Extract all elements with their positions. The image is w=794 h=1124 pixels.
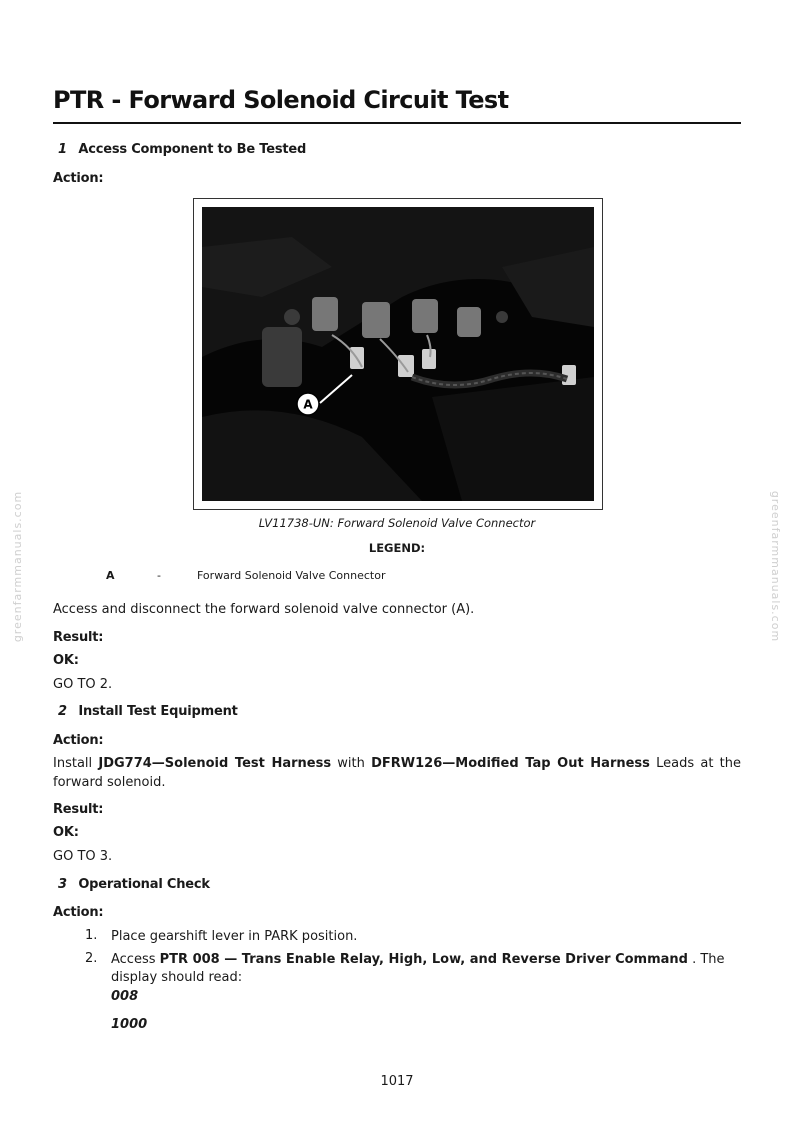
watermark-left: greenfarmmanuals.com [11, 490, 25, 643]
callout-a-label: A [303, 397, 313, 412]
legend-title: LEGEND: [368, 541, 426, 555]
step-1-heading [58, 142, 306, 157]
step-2-ok-label: OK: [53, 825, 79, 840]
step-3-title: Operational Check [78, 877, 210, 892]
step-1-ok-label: OK: [53, 653, 79, 668]
step-1-number: 1 [58, 142, 67, 157]
step-3-action-label: Action: [53, 905, 104, 920]
step-2-action-label: Action: [53, 733, 104, 748]
list-item-2-text [111, 951, 741, 987]
figure-frame [193, 198, 603, 510]
figure-caption: LV11738-UN: Forward Solenoid Valve Connector [258, 516, 536, 530]
tool-jdg774-ref: JDG774—Solenoid Test Harness [98, 756, 332, 771]
solenoid-photo [202, 207, 594, 501]
ptr-008-ref: PTR 008 — Trans Enable Relay, High, Low, and Reverse Driver Command [159, 952, 688, 967]
display-value-1000: 1000 [111, 1017, 148, 1032]
list-item-2-suffix: . The display should read: [111, 952, 725, 985]
list-item-2-number: 2. [85, 951, 98, 966]
title-divider [53, 122, 741, 124]
step-1-title: Access Component to Be Tested [78, 142, 307, 157]
legend-description: Forward Solenoid Valve Connector [197, 569, 386, 582]
manual-page [53, 0, 741, 1124]
list-item-2-prefix: Access [111, 952, 160, 967]
step-3-heading [58, 877, 210, 892]
step-1-action-text: Access and disconnect the forward solenoid valve connector (A). [53, 602, 475, 617]
step-2-action-mid: with [331, 756, 372, 771]
list-item-1-text: Place gearshift lever in PARK position. [111, 929, 358, 944]
step-2-number: 2 [58, 704, 67, 719]
step-1-action-label: Action: [53, 171, 104, 186]
legend-dash: - [157, 569, 161, 582]
page-title: PTR - Forward Solenoid Circuit Test [53, 86, 509, 114]
step-3-number: 3 [58, 877, 67, 892]
tool-dfrw126-ref: DFRW126—Modified Tap Out Harness [371, 756, 650, 771]
step-2-action-prefix: Install [53, 756, 99, 771]
step-1-result-label: Result: [53, 630, 104, 645]
step-2-result-label: Result: [53, 802, 104, 817]
list-item-1-number: 1. [85, 928, 98, 943]
step-2-heading [58, 704, 238, 719]
step-2-action-suffix: Leads at the forward solenoid. [53, 756, 741, 790]
page-number: 1017 [380, 1074, 414, 1089]
step-2-title: Install Test Equipment [78, 704, 238, 719]
step-1-ok-text: GO TO 2. [53, 677, 113, 692]
display-value-008: 008 [111, 989, 139, 1004]
step-2-ok-text: GO TO 3. [53, 849, 113, 864]
watermark-right: greenfarmmanuals.com [769, 490, 783, 643]
legend-key: A [106, 569, 115, 582]
step-2-action-text [53, 754, 741, 792]
